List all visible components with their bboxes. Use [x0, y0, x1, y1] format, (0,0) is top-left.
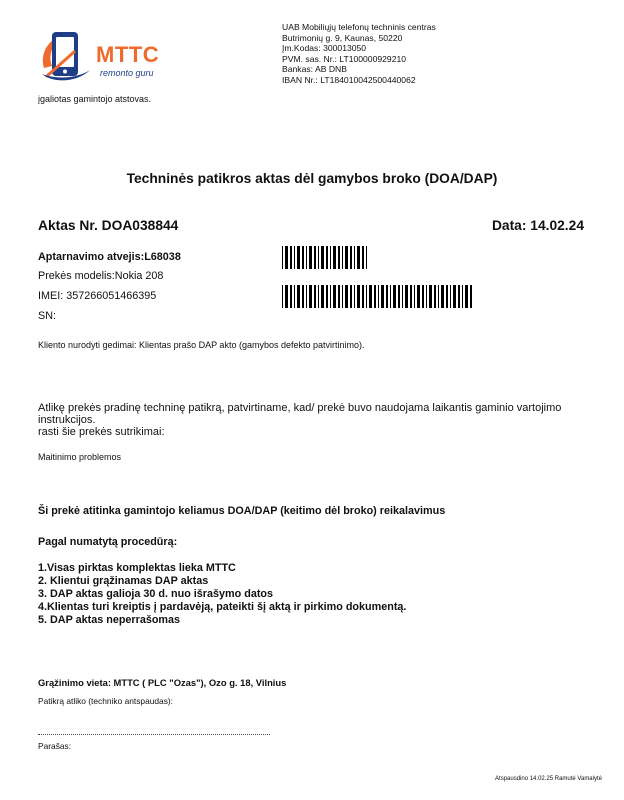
signature-label: Parašas: — [38, 741, 72, 751]
client-defects: Kliento nurodyti gedimai: Klientas prašo DAP akto (gamybos defekto patvirtinimo). — [38, 340, 365, 350]
serial-number: SN: — [38, 310, 56, 322]
barcode-imei — [282, 285, 472, 308]
company-line: Bankas: AB DNB — [282, 64, 347, 75]
service-case: Aptarnavimo atvejis:L68038 — [38, 251, 181, 263]
company-logo — [38, 26, 178, 88]
signature-line — [38, 734, 270, 735]
document-title: Techninės patikros aktas dėl gamybos broko (DOA/DAP) — [126, 171, 498, 186]
company-info — [282, 22, 436, 86]
compliance-statement: Ši prekė atitinka gamintojo keliamus DOA/DAP (keitimo dėl broko) reikalavimus — [38, 505, 446, 517]
company-line: Įm.Kodas: 300013050 — [282, 43, 367, 54]
company-line: PVM. sas. Nr.: LT100000929210 — [282, 53, 407, 64]
act-date: Data: 14.02.24 — [491, 218, 584, 233]
findings: Maitinimo problemos — [38, 452, 122, 462]
procedure-item: 5. DAP aktas neperrašomas — [38, 614, 181, 626]
act-number: Aktas Nr. DOA038844 — [38, 218, 179, 233]
logo-caption: įgaliotas gamintojo atstovas. — [38, 94, 152, 104]
checked-by-label: Patikrą atliko (techniko antspaudas): — [38, 696, 174, 706]
brand-tagline: remonto guru — [100, 68, 154, 78]
statement-line: Atlikę prekės pradinę techninę patikrą, patvirtiname, kad/ prekė buvo naudojama laikantis gaminio vartojimo instrukcijos. — [38, 402, 562, 426]
printed-by: Atspausdino 14.02.25 Ramutė Vamalytė — [495, 776, 602, 782]
procedure-item: 1.Visas pirktas komplektas lieka MTTC — [38, 562, 236, 574]
barcode-service-case — [282, 246, 370, 269]
procedure-list — [38, 562, 406, 627]
inspection-statement — [38, 402, 598, 438]
product-model: Prekės modelis:Nokia 208 — [38, 270, 164, 282]
brand-name: MTTC — [96, 42, 160, 67]
statement-line: rasti šie prekės sutrikimai: — [38, 426, 165, 438]
imei: IMEI: 357266051466395 — [38, 290, 157, 302]
procedure-item: 4.Klientas turi kreiptis į pardavėją, pateikti šį aktą ir pirkimo dokumentą. — [38, 601, 407, 613]
procedure-title: Pagal numatytą procedūrą: — [38, 536, 178, 548]
company-line: IBAN Nr.: LT184010042500440062 — [282, 74, 416, 85]
company-line: Butrimonių g. 9, Kaunas, 50220 — [282, 32, 403, 43]
procedure-item: 2. Klientui grąžinamas DAP aktas — [38, 575, 209, 587]
procedure-item: 3. DAP aktas galioja 30 d. nuo išrašymo datos — [38, 588, 274, 600]
return-place: Grąžinimo vieta: MTTC ( PLC "Ozas"), Ozo g. 18, Vilnius — [38, 677, 287, 688]
company-line: UAB Mobiliųjų telefonų techninis centras — [282, 22, 436, 32]
